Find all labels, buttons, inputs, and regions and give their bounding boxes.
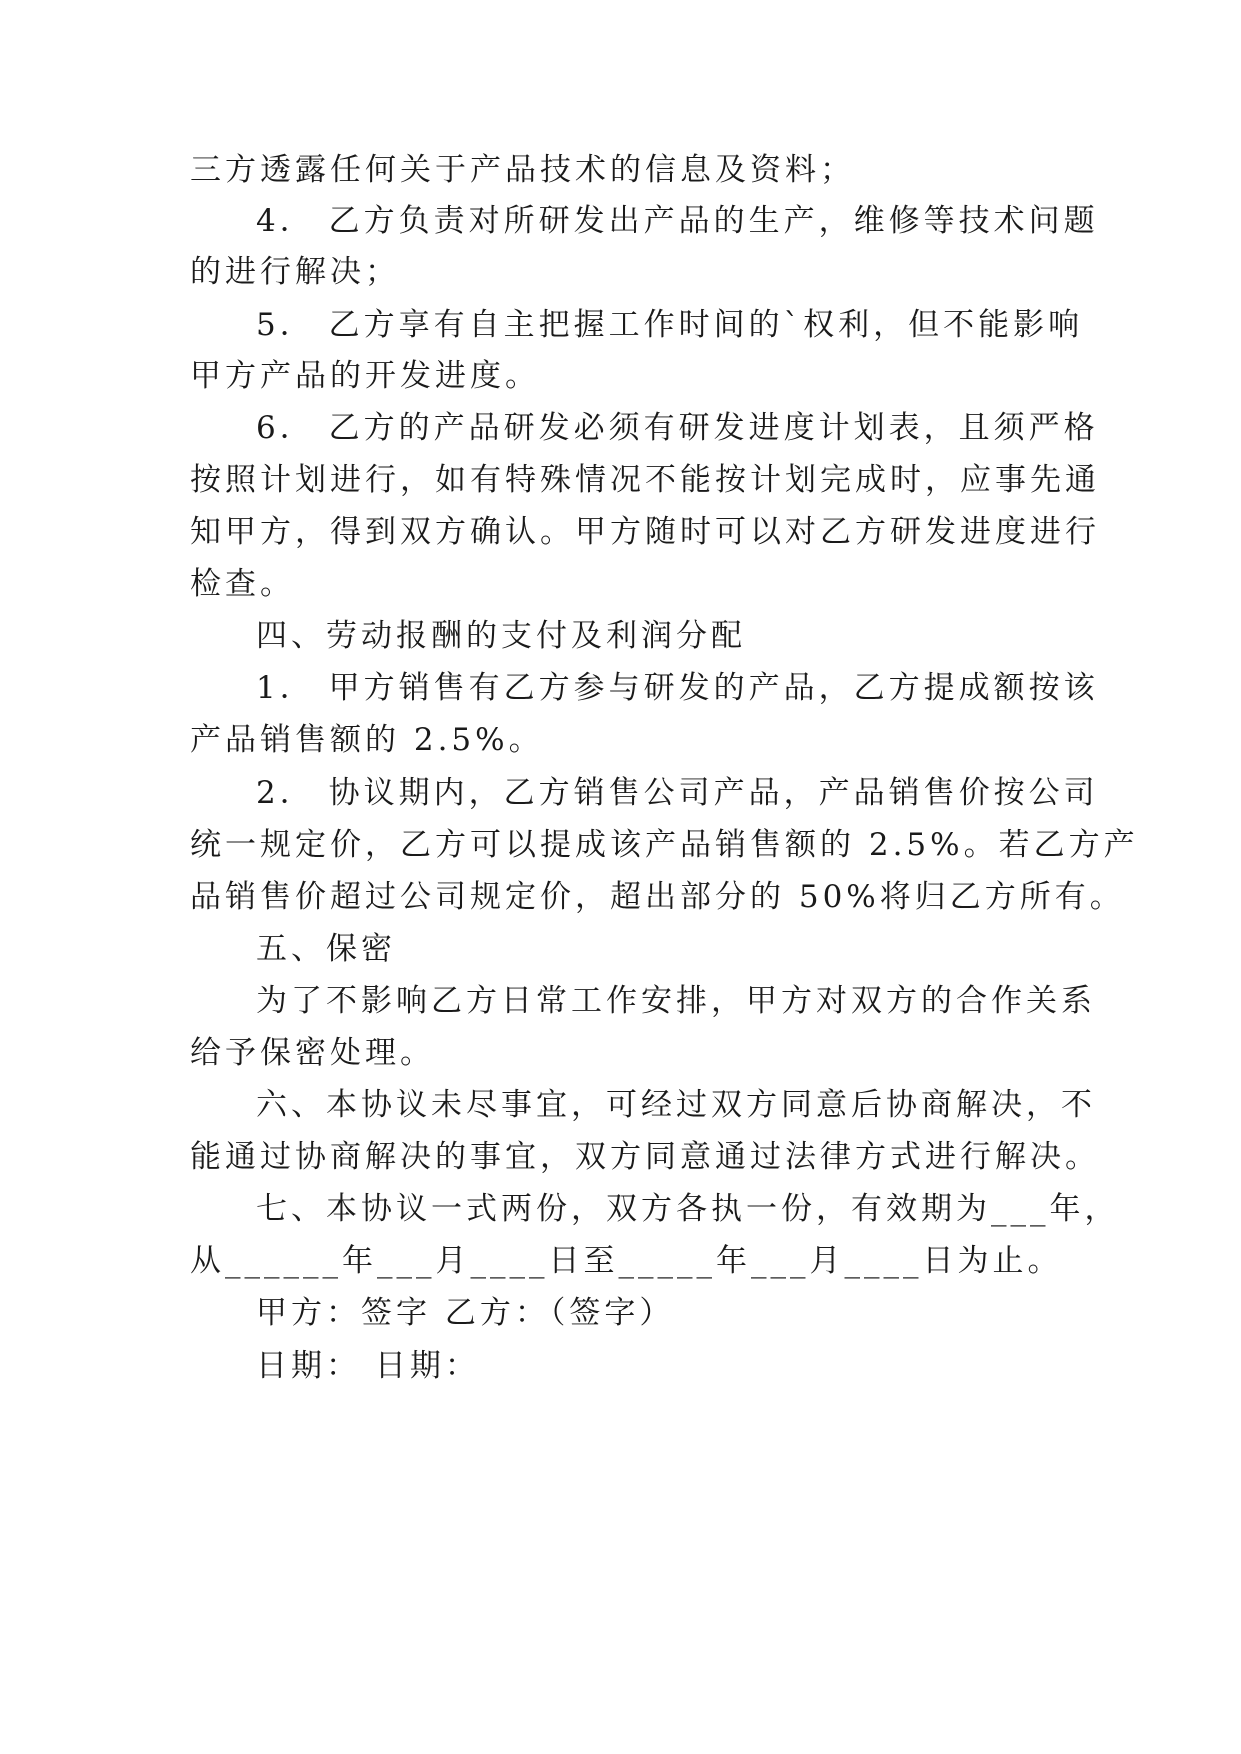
section-heading-4: 四、劳动报酬的支付及利润分配	[256, 618, 746, 654]
clause-4: 4． 乙方负责对所研发出产品的生产，维修等技术问题	[256, 203, 1099, 239]
signature-line: 甲方：签字 乙方：（签字）	[256, 1295, 675, 1331]
date-line: 日期： 日期：	[256, 1348, 480, 1384]
section-6-paragraph: 六、本协议未尽事宜，可经过双方同意后协商解决，不	[256, 1087, 1096, 1123]
text-line: 检查。	[190, 566, 295, 602]
text-line: 品销售价超过公司规定价，超出部分的 50%将归乙方所有。	[190, 879, 1125, 915]
clause-6: 6． 乙方的产品研发必须有研发进度计划表，且须严格	[256, 410, 1099, 446]
text-line: 按照计划进行，如有特殊情况不能按计划完成时，应事先通	[190, 462, 1100, 498]
confidentiality-paragraph: 为了不影响乙方日常工作安排，甲方对双方的合作关系	[256, 983, 1096, 1019]
text-line: 三方透露任何关于产品技术的信息及资料；	[190, 152, 855, 188]
text-line: 的进行解决；	[190, 254, 400, 290]
text-line: 给予保密处理。	[190, 1035, 435, 1071]
section-7-paragraph: 七、本协议一式两份，双方各执一份，有效期为___年，	[256, 1191, 1120, 1227]
text-line: 统一规定价，乙方可以提成该产品销售额的 2.5%。若乙方产	[190, 827, 1139, 863]
text-line: 能通过协商解决的事宜，双方同意通过法律方式进行解决。	[190, 1139, 1100, 1175]
text-line: 产品销售额的 2.5%。	[190, 722, 544, 758]
clause-4-2: 2． 协议期内，乙方销售公司产品，产品销售价按公司	[256, 775, 1099, 811]
text-line: 甲方产品的开发进度。	[190, 358, 540, 394]
validity-period-line: 从______年___月____日至_____年___月____日为止。	[190, 1243, 1063, 1279]
clause-4-1: 1． 甲方销售有乙方参与研发的产品，乙方提成额按该	[256, 670, 1099, 706]
text-line: 知甲方，得到双方确认。甲方随时可以对乙方研发进度进行	[190, 514, 1100, 550]
clause-5: 5． 乙方享有自主把握工作时间的`权利，但不能影响	[256, 307, 1084, 343]
section-heading-5: 五、保密	[256, 931, 396, 967]
